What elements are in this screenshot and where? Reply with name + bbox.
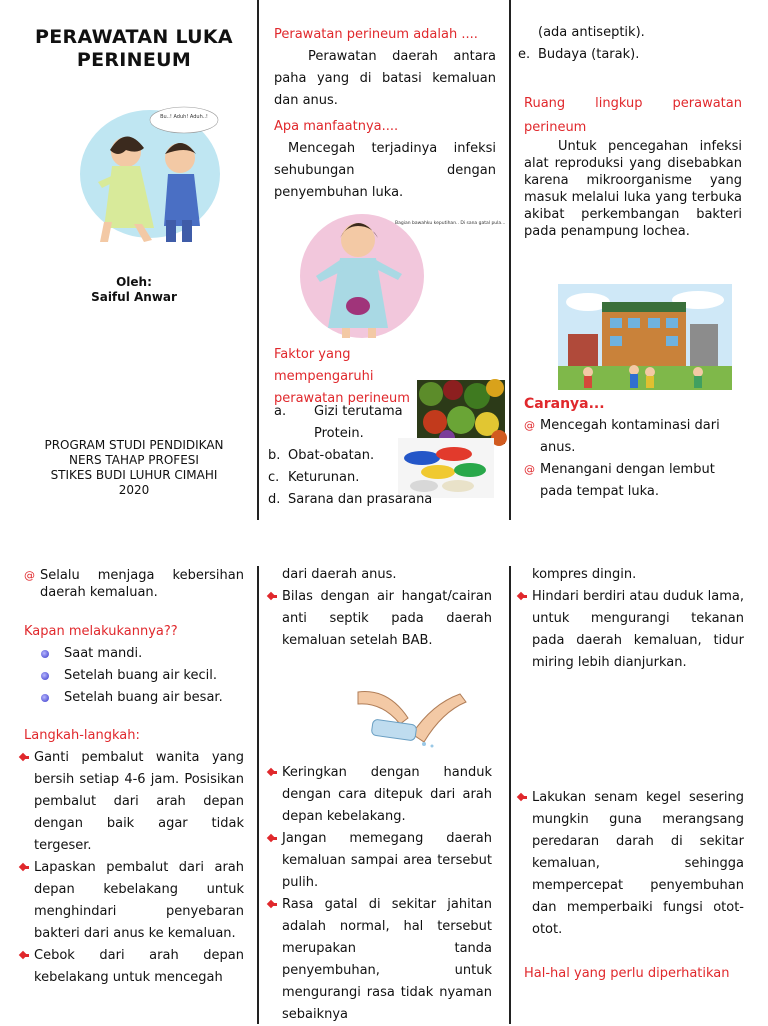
benefit-heading: Apa manfaatnya.... xyxy=(274,119,399,134)
when-item xyxy=(24,665,244,687)
top-item-marker: e. xyxy=(518,47,531,62)
panel-steps xyxy=(24,564,244,989)
factor-text: Keturunan. xyxy=(288,470,360,485)
factors-list xyxy=(268,401,478,511)
panel-care-4 xyxy=(516,787,744,985)
steps-heading: Langkah-langkah: xyxy=(24,728,140,743)
when-item-text: Saat mandi. xyxy=(64,646,143,661)
care-item-text: Lakukan senam kegel sesering mungkin guna merangsang peredaran darah di sekitar kemaluan, sehingga mempercepat penyembuhan dan memperbaiki fungsi otot-otot. xyxy=(532,790,744,937)
brochure-title: PERAWATAN LUKA PERINEUM xyxy=(35,26,233,71)
at-bullet-icon: @ xyxy=(24,569,35,582)
factor-text: Obat-obatan. xyxy=(288,448,375,463)
scope-heading: Ruang lingkup perawatan perineum xyxy=(524,96,742,135)
care-item-text: Bilas dengan air hangat/cairan anti septik pada daerah kemaluan setelah BAB. xyxy=(282,589,492,648)
arrow-bullet-icon xyxy=(18,857,34,945)
care-item xyxy=(266,762,492,828)
illustration-caption: Bagian bawahku keputihan.. Di sana gatal pula... xyxy=(395,221,506,226)
when-heading: Kapan melakukannya?? xyxy=(24,624,178,639)
care-item-text: Rasa gatal di sekitar jahitan adalah normal, hal tersebut merupakan tanda penyembuhan, untuk mengurangi rasa tidak nyaman sebaiknya xyxy=(282,897,492,1022)
step-text: Ganti pembalut wanita yang bersih setiap 4-6 jam. Posisikan pembalut dari arah depan dengan baik agar tidak tergeser. xyxy=(34,750,244,853)
author-name: Saiful Anwar xyxy=(91,290,177,304)
scope-text: Untuk pencegahan infeksi alat reproduksi yang disebabkan karena mikroorganisme yang masuk melalui luka yang terbuka akibat perkembangan bakteri pada penampung lochea. xyxy=(524,139,742,239)
bubble-text: Bu..! Aduh! Aduh..! xyxy=(160,114,208,120)
care-item-text: Hindari berdiri atau duduk lama, untuk mengurangi tekanan pada daerah kemaluan, tidur miring lebih dianjurkan. xyxy=(532,589,744,670)
how-item-text: Mencegah kontaminasi dari anus. xyxy=(540,418,720,455)
when-item xyxy=(24,687,244,709)
factor-marker: d. xyxy=(268,492,281,507)
top-continuation: (ada antiseptik). xyxy=(538,25,645,40)
hand-washing-illustration xyxy=(352,682,470,752)
hospital-illustration xyxy=(558,284,732,390)
column-divider-4 xyxy=(509,566,511,1024)
step-item xyxy=(24,747,244,857)
factor-item xyxy=(268,489,478,511)
arrow-bullet-icon xyxy=(266,762,282,828)
care-item xyxy=(266,828,492,894)
itchy-woman-illustration xyxy=(300,210,506,342)
benefit-text: Mencegah terjadinya infeksi sehubungan dengan penyembuhan luka. xyxy=(274,141,496,200)
how-item xyxy=(524,415,744,459)
program-line: NERS TAHAP PROFESI xyxy=(69,453,199,467)
column-divider-2 xyxy=(509,0,511,520)
panel-care-1 xyxy=(266,564,492,652)
blue-bullet-icon xyxy=(38,687,54,709)
arrow-bullet-icon xyxy=(266,586,282,652)
children-illustration xyxy=(74,102,220,250)
first-item xyxy=(24,567,244,601)
definition-text: Perawatan daerah antara paha yang di batasi kemaluan dan anus. xyxy=(274,49,496,108)
factor-text: Gizi terutama Protein. xyxy=(314,404,403,441)
when-item-text: Setelah buang air kecil. xyxy=(64,668,217,683)
definition-heading: Perawatan perineum adalah .... xyxy=(274,27,478,42)
factor-marker: b. xyxy=(268,448,281,463)
continuation-text: dari daerah anus. xyxy=(282,567,397,582)
author-block xyxy=(20,275,248,305)
panel-cover xyxy=(20,26,248,72)
scope-heading-block xyxy=(524,92,742,140)
attention-heading: Hal-hal yang perlu diperhatikan xyxy=(524,966,730,981)
care-item-text: Keringkan dengan handuk dengan cara ditepuk dari arah depan kebelakang. xyxy=(282,765,492,824)
factor-text: Sarana dan prasarana xyxy=(288,492,433,507)
how-heading: Caranya... xyxy=(524,396,605,412)
when-item xyxy=(24,643,244,665)
panel-care-2 xyxy=(266,762,492,1026)
factor-marker: c. xyxy=(268,470,280,485)
panel-definition xyxy=(274,24,496,204)
when-item-text: Setelah buang air besar. xyxy=(64,690,223,705)
blue-bullet-icon xyxy=(38,643,54,665)
factor-item xyxy=(268,445,478,467)
top-item-text: Budaya (tarak). xyxy=(538,47,640,62)
how-section xyxy=(524,393,744,503)
program-line: PROGRAM STUDI PENDIDIKAN xyxy=(44,438,224,452)
factor-item xyxy=(268,401,478,445)
care-item xyxy=(516,586,744,674)
column-divider-3 xyxy=(257,566,259,1024)
arrow-bullet-icon xyxy=(18,945,34,989)
factor-item xyxy=(268,467,478,489)
step-text: Lapaskan pembalut dari arah depan kebelakang untuk menghindari penyebaran bakteri dari anus ke kemaluan. xyxy=(34,860,244,941)
arrow-bullet-icon xyxy=(266,828,282,894)
arrow-bullet-icon xyxy=(516,787,532,941)
step-text: Cebok dari arah depan kebelakang untuk mencegah xyxy=(34,948,244,985)
how-item-text: Menangani dengan lembut pada tempat luka. xyxy=(540,462,715,499)
author-label: Oleh: xyxy=(116,275,152,289)
arrow-bullet-icon xyxy=(516,586,532,674)
arrow-bullet-icon xyxy=(18,747,34,857)
at-bullet-icon: @ xyxy=(524,463,535,476)
program-line: 2020 xyxy=(118,483,150,497)
care-item xyxy=(516,787,744,941)
panel-scope xyxy=(518,22,744,66)
factor-marker: a. xyxy=(274,404,287,419)
at-bullet-icon: @ xyxy=(524,419,535,432)
panel-care-3 xyxy=(516,564,744,674)
step-item xyxy=(24,945,244,989)
step-item xyxy=(24,857,244,945)
blue-bullet-icon xyxy=(38,665,54,687)
factors-heading: Faktor yang mempengaruhi perawatan perineum xyxy=(274,347,410,406)
arrow-bullet-icon xyxy=(266,894,282,1026)
scope-text-block xyxy=(524,138,742,240)
first-item-text: Selalu menjaga kebersihan daerah kemaluan. xyxy=(40,568,244,600)
program-block xyxy=(20,438,248,498)
care-item xyxy=(266,586,492,652)
column-divider-1 xyxy=(257,0,259,520)
top-item xyxy=(518,44,744,66)
care-item xyxy=(266,894,492,1026)
program-line: STIKES BUDI LUHUR CIMAHI xyxy=(50,468,218,482)
continuation-text: kompres dingin. xyxy=(532,567,637,582)
how-item xyxy=(524,459,744,503)
care-item-text: Jangan memegang daerah kemaluan sampai area tersebut pulih. xyxy=(282,831,492,890)
